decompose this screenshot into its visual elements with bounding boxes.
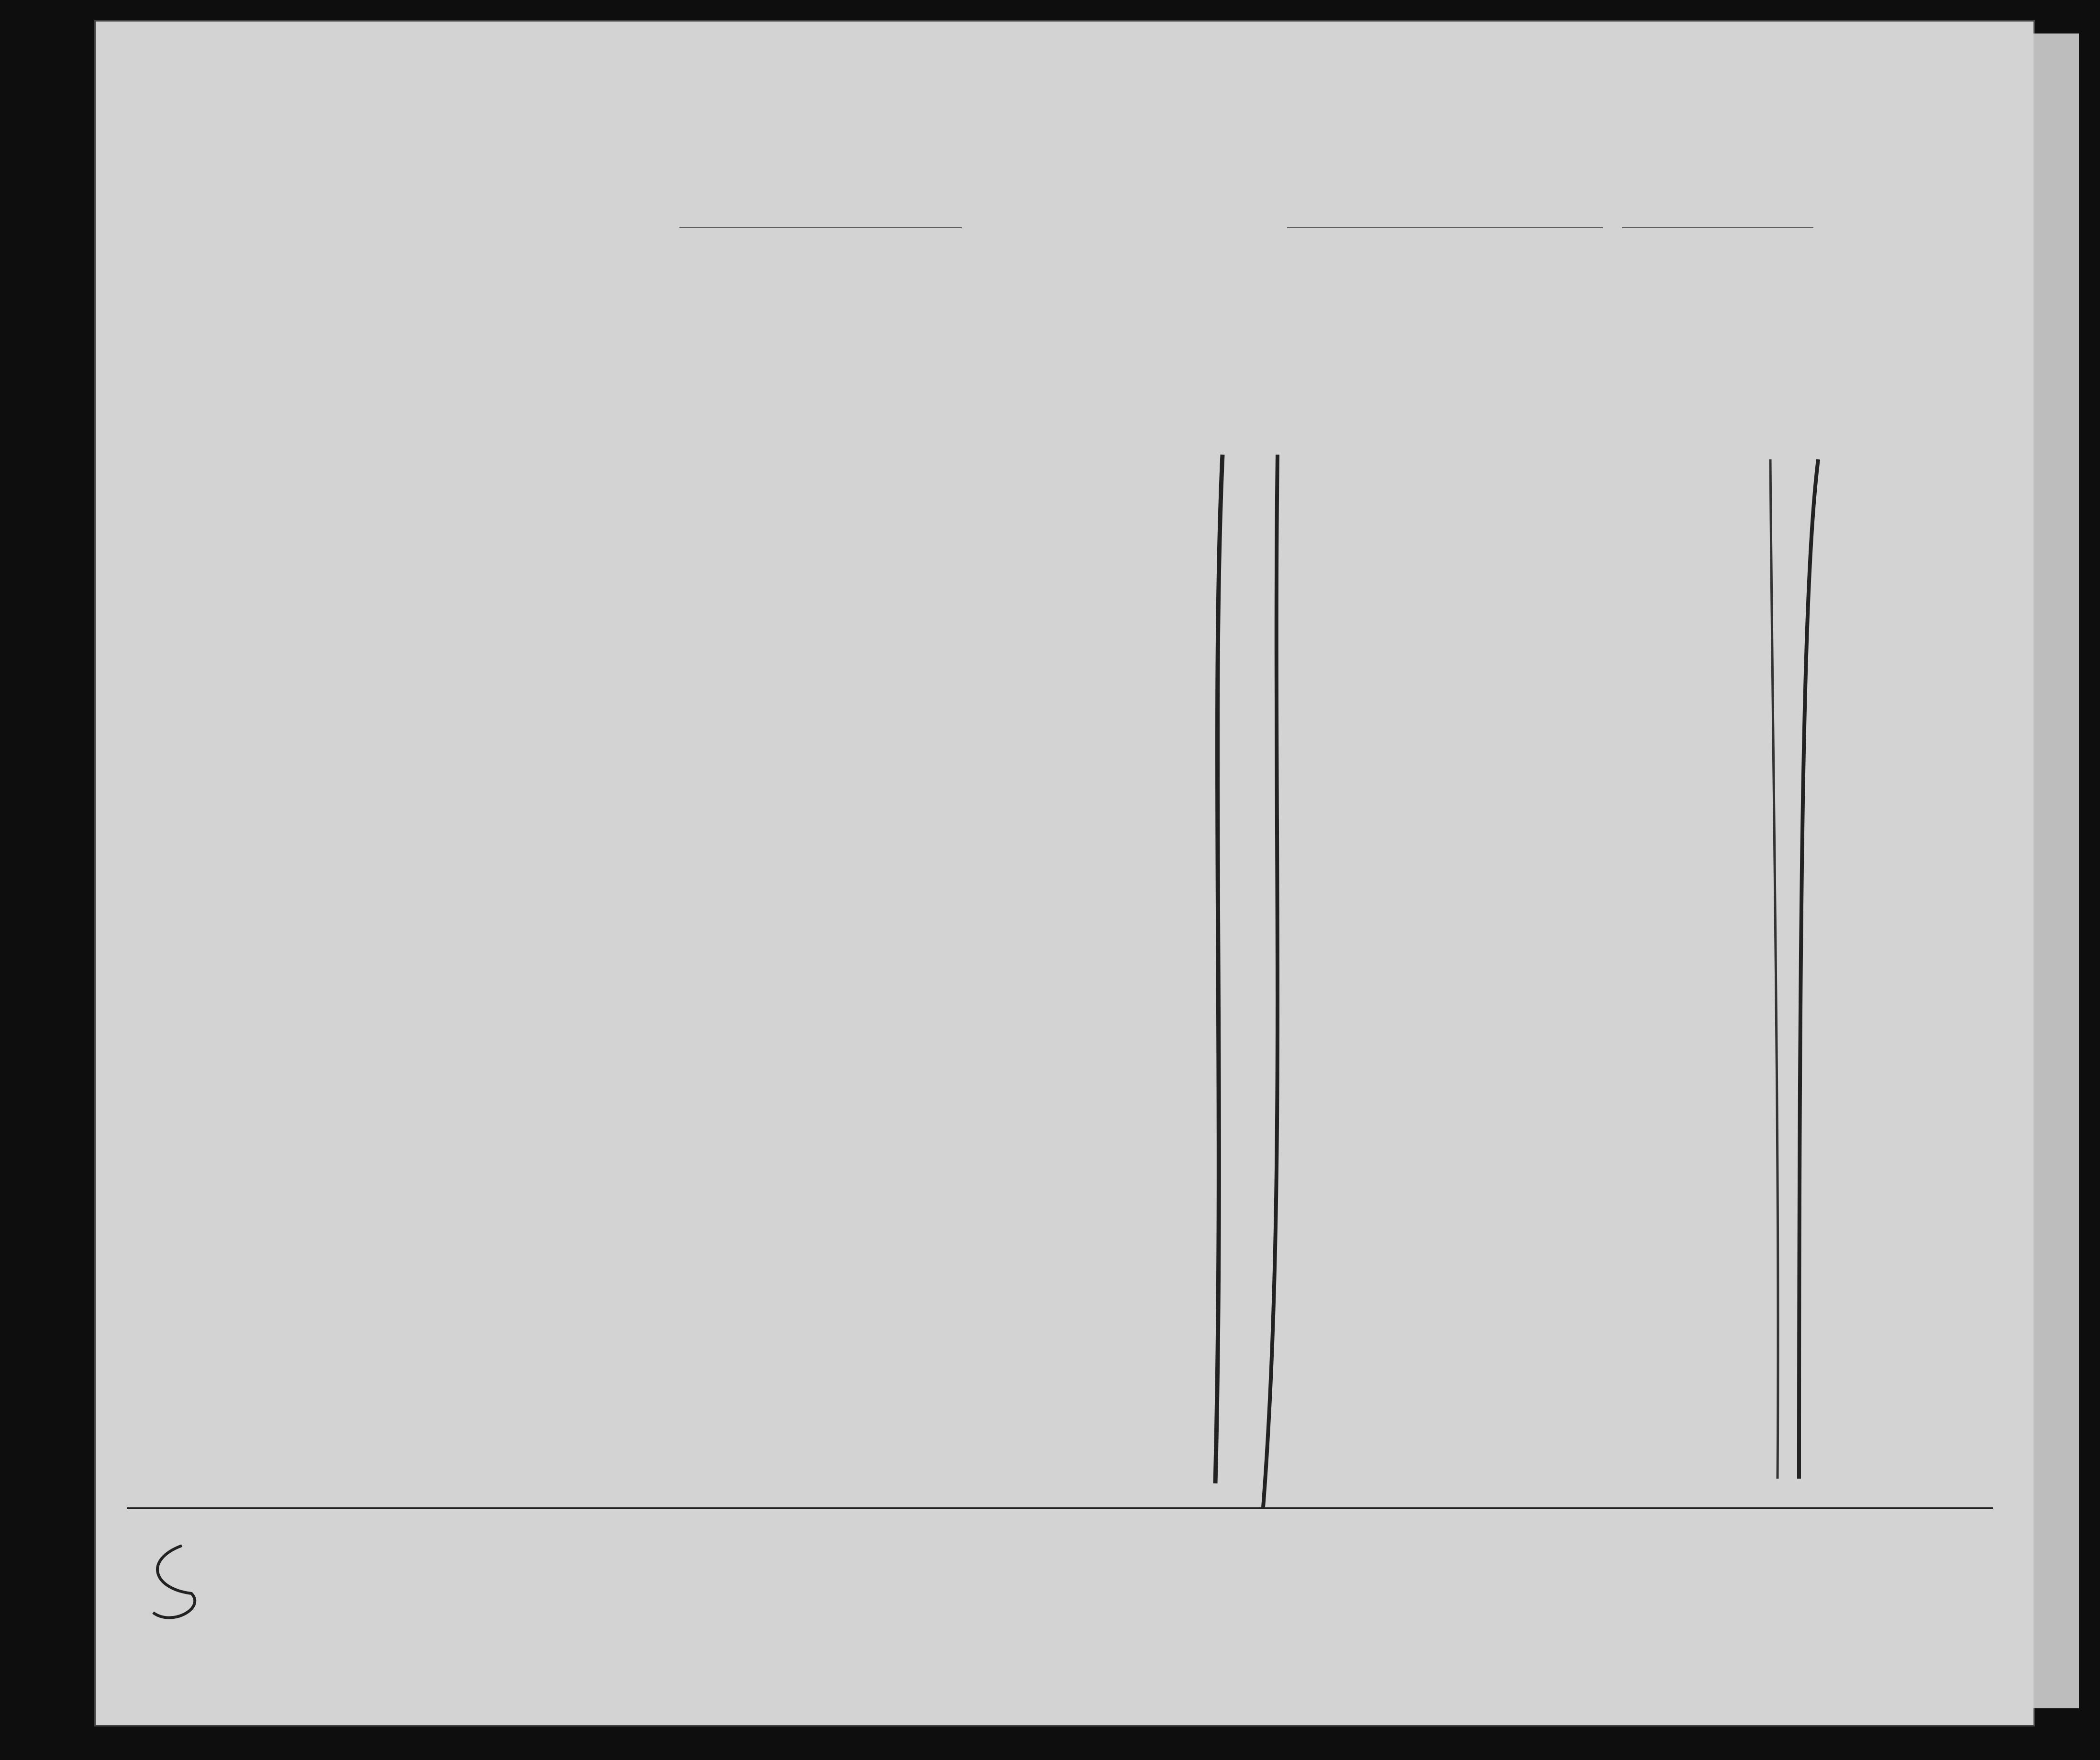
pen-stroke [1263, 455, 1278, 1507]
pen-stroke [153, 1546, 195, 1618]
pen-stroke [1215, 455, 1222, 1483]
footer-rule [127, 1507, 1993, 1509]
pen-stroke [1770, 459, 1778, 1479]
pen-stroke [1799, 459, 1818, 1479]
